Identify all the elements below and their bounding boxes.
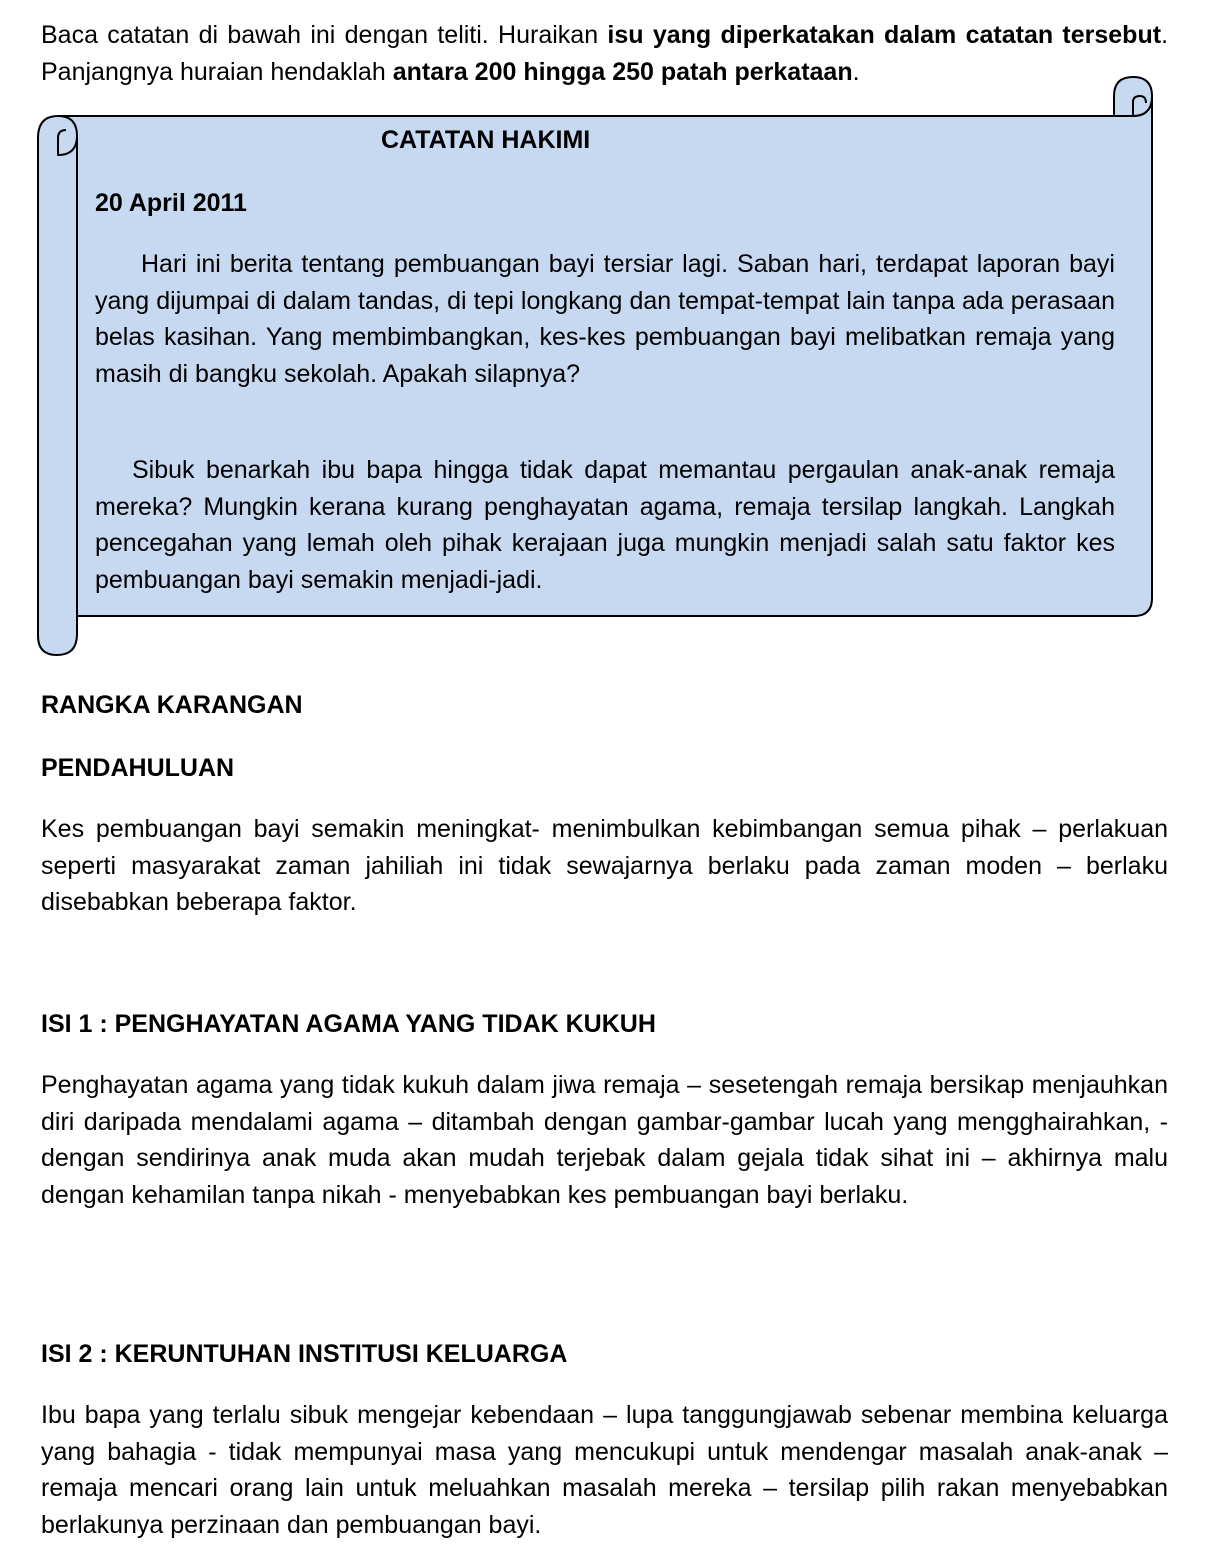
instruction-bold-1: isu yang diperkatakan dalam catatan tersebut [607, 21, 1162, 49]
instruction-text-2: . Panjangnya huraian hendaklah [41, 21, 1169, 86]
isi1-heading: ISI 1 : PENGHAYATAN AGAMA YANG TIDAK KUKUH [41, 1010, 656, 1038]
outline-heading: RANGKA KARANGAN [41, 691, 303, 719]
intro-paragraph: Kes pembuangan bayi semakin meningkat- menimbulkan kebimbangan semua pihak – perlakuan seperti masyarakat zaman jahiliah ini tidak sewajarnya berlaku pada zaman moden – berlaku disebabkan beberapa faktor. [41, 815, 1168, 916]
isi1-paragraph: Penghayatan agama yang tidak kukuh dalam jiwa remaja – sesetengah remaja bersikap menjauhkan diri daripada mendalami agama – ditambah dengan gambar-gambar lucah yang mengghairahkan, - dengan sendirinya anak muda akan mudah terjebak dalam gejala tidak sihat ini – akhirnya malu dengan kehamilan tanpa nikah - menyebabkan kes pembuangan bayi berlaku. [41, 1071, 1168, 1209]
instruction-text-3: . [852, 57, 860, 86]
scroll-date: 20 April 2011 [95, 189, 247, 217]
scroll-paragraph-2: Sibuk benarkah ibu bapa hingga tidak dapat memantau pergaulan anak-anak remaja mereka? Mungkin kerana kurang penghayatan agama, remaja tersilap langkah. Langkah pencegahan yang lemah oleh pihak kerajaan juga mungkin menjadi salah satu faktor kes pembuangan bayi semakin menjadi-jadi. [95, 456, 1115, 594]
scroll-paragraph-1: Hari ini berita tentang pembuangan bayi tersiar lagi. Saban hari, terdapat laporan bayi yang dijumpai di dalam tandas, di tepi longkang dan tempat-tempat lain tanpa ada perasaan belas kasihan. Yang membimbangkan, kes-kes pembuangan bayi melibatkan remaja yang masih di bangku sekolah. Apakah silapnya? [95, 250, 1115, 388]
instruction-bold-2: antara 200 hingga 250 patah perkataan [392, 57, 853, 86]
instruction-text-1: Baca catatan di bawah ini dengan teliti. Huraikan [41, 21, 608, 49]
scroll-title: CATATAN HAKIMI [381, 126, 591, 154]
intro-heading: PENDAHULUAN [41, 754, 235, 782]
isi2-heading: ISI 2 : KERUNTUHAN INSTITUSI KELUARGA [41, 1340, 568, 1368]
isi2-paragraph: Ibu bapa yang terlalu sibuk mengejar kebendaan – lupa tanggungjawab sebenar membina keluarga yang bahagia - tidak mempunyai masa yang mencukupi untuk mendengar masalah anak-anak – remaja mencari orang lain untuk meluahkan masalah mereka – tersilap pilih rakan menyebabkan berlakunya perzinaan dan pembuangan bayi. [41, 1401, 1168, 1539]
